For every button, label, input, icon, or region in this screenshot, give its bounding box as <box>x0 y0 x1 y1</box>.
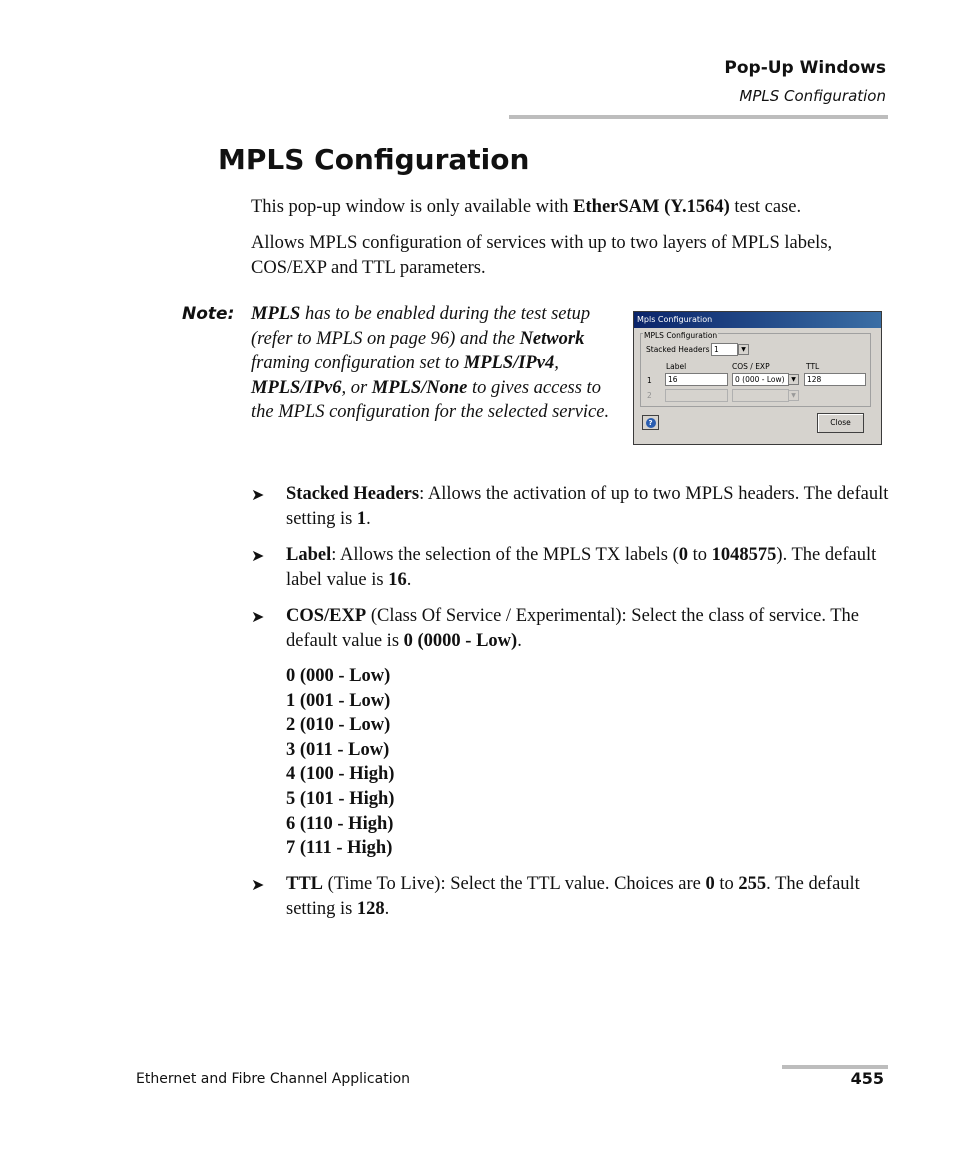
bullet-arrow-icon: ➤ <box>251 487 265 504</box>
label-input-1[interactable]: 16 <box>665 373 728 386</box>
help-icon: ? <box>646 418 656 428</box>
bullet-arrow-icon: ➤ <box>251 609 265 626</box>
ttl-column-header: TTL <box>806 362 820 371</box>
close-button[interactable]: Close <box>817 413 864 433</box>
note-label: Note: <box>182 304 235 324</box>
bullet-arrow-icon: ➤ <box>251 548 265 565</box>
ttl-input-1[interactable]: 128 <box>804 373 866 386</box>
running-header-subtitle: MPLS Configuration <box>739 87 886 105</box>
cos-option: 2 (010 - Low) <box>286 715 391 736</box>
cos-select-2 <box>732 389 789 402</box>
chevron-down-icon[interactable]: ▼ <box>788 374 799 385</box>
label-bullet: Label: Allows the selection of the MPLS TX labels (0 to 1048575). The default label value is 16. <box>286 545 877 590</box>
dialog-group-label: MPLS Configuration <box>644 331 718 340</box>
mpls-config-dialog-screenshot <box>633 311 882 445</box>
chevron-down-icon: ▼ <box>788 390 799 401</box>
ttl-bullet: TTL (Time To Live): Select the TTL value. Choices are 0 to 255. The default setting is 128. <box>286 874 860 919</box>
stacked-headers-select[interactable]: 1 <box>711 343 738 356</box>
footer-doc-title: Ethernet and Fibre Channel Application <box>136 1071 411 1087</box>
help-button[interactable] <box>642 415 659 430</box>
running-header-title: Pop-Up Windows <box>724 58 886 78</box>
cos-option: 0 (000 - Low) <box>286 666 391 686</box>
cos-option: 1 (001 - Low) <box>286 690 391 711</box>
label-input-2 <box>665 389 728 402</box>
cos-exp-bullet: COS/EXP (Class Of Service / Experimental): Select the class of service. The default value is 0 (0000 - Low). <box>286 606 860 651</box>
header-rule <box>509 115 888 119</box>
page-number: 455 <box>850 1069 884 1088</box>
cos-options-list <box>286 664 394 861</box>
dialog-title: Mpls Configuration <box>634 312 881 328</box>
row-1-label: 1 <box>647 376 652 385</box>
stacked-headers-bullet: Stacked Headers: Allows the activation of up to two MPLS headers. The default setting is 1. <box>286 484 889 529</box>
cos-option: 6 (110 - High) <box>286 813 394 834</box>
intro-paragraph-1: This pop-up window is only available with EtherSAM (Y.1564) test case. <box>251 197 802 217</box>
note-text: MPLS has to be enabled during the test setup (refer to MPLS on page 96) and the Network framing configuration set to MPLS/IPv4, MPLS/IPv6, or MPLS/None to gives access to the MPLS configuration for the selected service. <box>251 304 610 423</box>
stacked-headers-label: Stacked Headers <box>646 345 710 354</box>
row-2-label: 2 <box>647 391 652 400</box>
cos-option: 3 (011 - Low) <box>286 739 390 760</box>
cos-option: 5 (101 - High) <box>286 788 395 809</box>
cos-option: 7 (111 - High) <box>286 838 393 859</box>
page-title: MPLS Configuration <box>218 143 530 176</box>
cos-option: 4 (100 - High) <box>286 764 395 785</box>
cos-column-header: COS / EXP <box>732 362 770 371</box>
cos-select-1[interactable]: 0 (000 - Low) <box>732 373 789 386</box>
intro-paragraph-2: Allows MPLS configuration of services with up to two layers of MPLS labels, COS/EXP and TTL parameters. <box>251 233 833 278</box>
chevron-down-icon[interactable]: ▼ <box>738 344 749 355</box>
label-column-header: Label <box>666 362 687 371</box>
bullet-arrow-icon: ➤ <box>251 877 265 894</box>
